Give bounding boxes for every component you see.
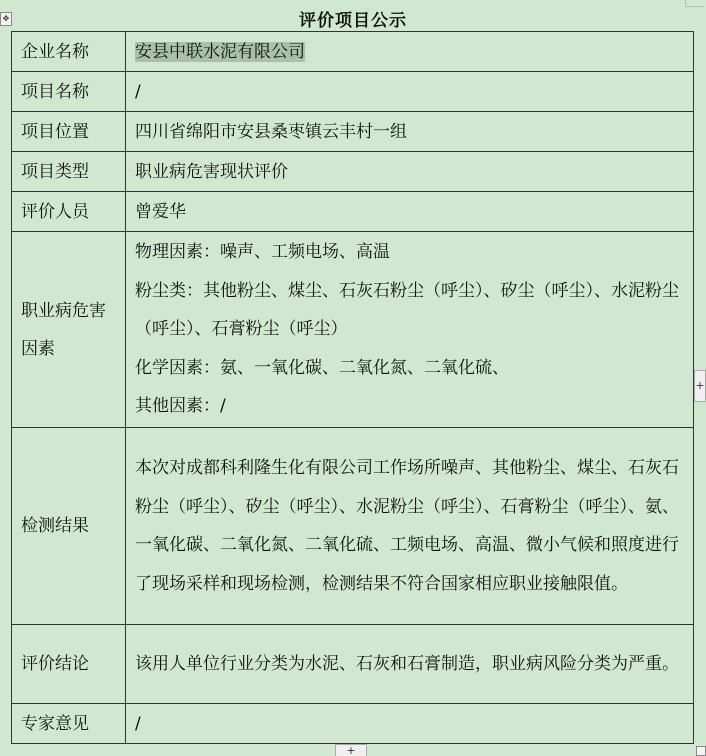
company-name-cell[interactable]: [126, 32, 694, 72]
info-table: [11, 31, 694, 744]
company-name-label[interactable]: 企业名称: [12, 32, 126, 72]
table-row: [12, 625, 694, 704]
other-factors: 其他因素：/: [135, 396, 226, 417]
table-row: [12, 112, 694, 152]
test-result-text: 本次对成都科利隆生化有限公司工作场所噪声、其他粉尘、煤尘、石灰石粉尘（呼尘）、矽尘（呼尘）、水泥粉尘（呼尘）、石膏粉尘（呼尘）、氨、一氧化碳、二氧化氮、二氧化硫、工频电场、高温、微小气候和照度进行了现场采样和现场检测，检测结果不符合国家相应职业接触限值。: [135, 458, 679, 594]
project-type-label[interactable]: 项目类型: [12, 152, 126, 192]
test-result-label[interactable]: 检测结果: [12, 428, 126, 625]
table-row: [12, 232, 694, 428]
hazard-label-line2: 因素: [21, 338, 55, 359]
table-row: [12, 192, 694, 232]
evaluator-label[interactable]: 评价人员: [12, 192, 126, 232]
table-row: [12, 32, 694, 72]
chemical-factors: 化学因素：氨、一氧化碳、二氧化氮、二氧化硫、: [135, 357, 509, 378]
conclusion-value[interactable]: [126, 625, 694, 704]
project-location-value[interactable]: 四川省绵阳市安县桑枣镇云丰村一组: [126, 112, 694, 152]
project-type-value[interactable]: 职业病危害现状评价: [126, 152, 694, 192]
physical-factors: 物理因素：噪声、工频电场、高温: [135, 242, 390, 263]
hazard-factors-label[interactable]: [12, 232, 126, 428]
conclusion-label[interactable]: 评价结论: [12, 625, 126, 704]
project-name-label[interactable]: 项目名称: [12, 72, 126, 112]
add-column-icon[interactable]: +: [694, 370, 706, 402]
hazard-label-line1: 职业病危害: [21, 300, 106, 321]
test-result-value[interactable]: [126, 428, 694, 625]
table-row: [12, 72, 694, 112]
table-resize-handle-icon[interactable]: [696, 746, 706, 756]
table-move-handle-icon[interactable]: ✥: [0, 12, 12, 26]
company-name-value[interactable]: 安县中联水泥有限公司: [135, 41, 305, 62]
table-row: [12, 152, 694, 192]
conclusion-text: 该用人单位行业分类为水泥、石灰和石膏制造，职业病风险分类为严重。: [135, 653, 679, 674]
document-title: 评价项目公示: [299, 11, 407, 31]
dust-factors: 粉尘类：其他粉尘、煤尘、石灰石粉尘（呼尘）、矽尘（呼尘）、水泥粉尘（呼尘）、石膏粉尘（呼尘）: [135, 280, 679, 340]
evaluator-value[interactable]: 曾爱华: [126, 192, 694, 232]
expert-opinion-value[interactable]: /: [126, 704, 694, 744]
table-row: [12, 428, 694, 625]
expert-opinion-label[interactable]: 专家意见: [12, 704, 126, 744]
hazard-factors-cell[interactable]: [126, 232, 694, 428]
table-row: [12, 704, 694, 744]
add-row-icon[interactable]: +: [335, 744, 367, 756]
project-location-label[interactable]: 项目位置: [12, 112, 126, 152]
project-name-value[interactable]: /: [126, 72, 694, 112]
